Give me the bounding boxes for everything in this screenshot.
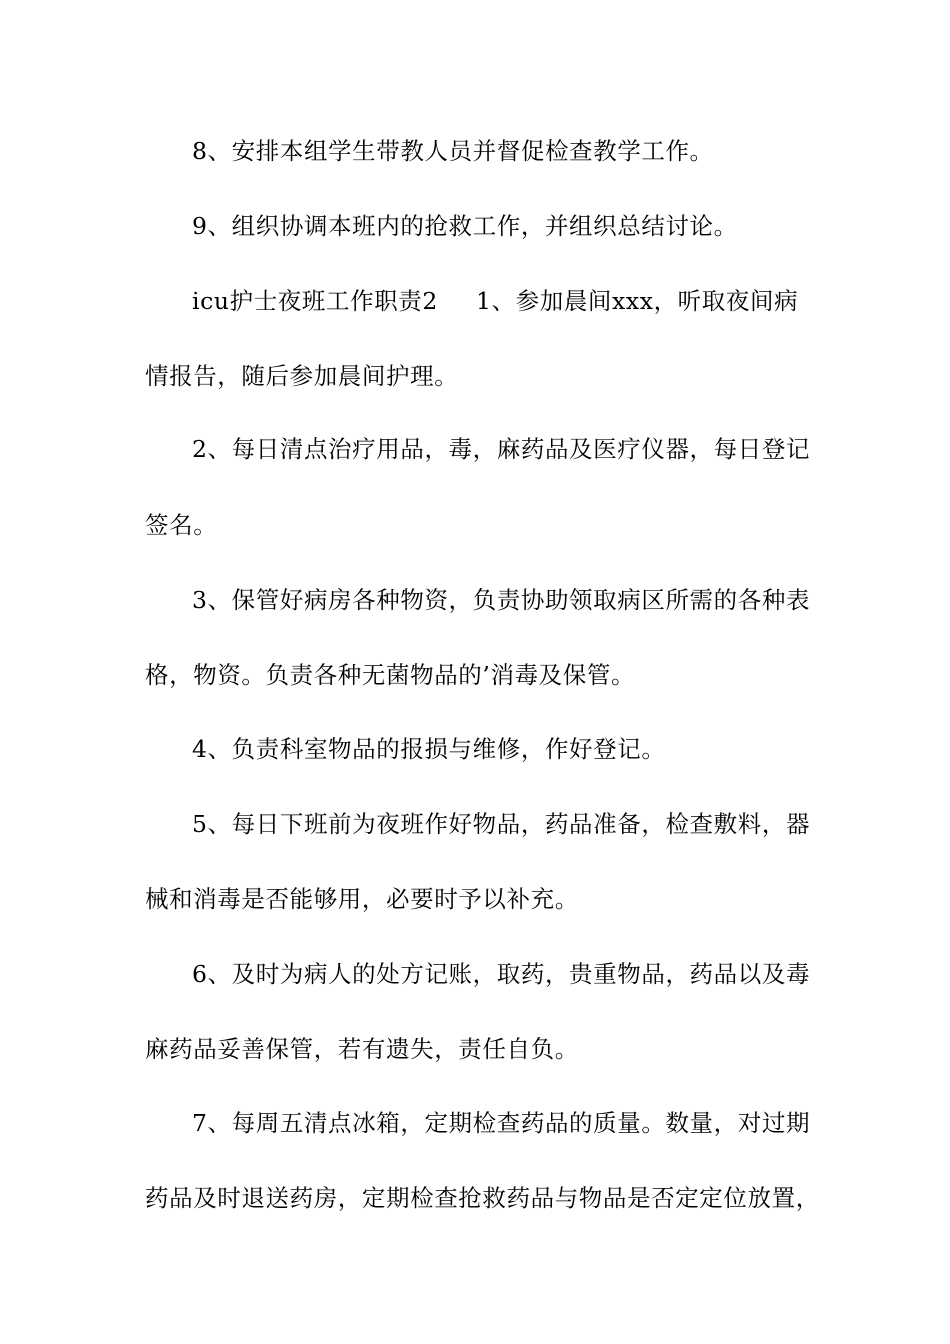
paragraph-line: 情报告，随后参加晨间护理。 <box>145 362 459 390</box>
paragraph-line: 7、每周五清点冰箱，定期检查药品的质量。数量，对过期 <box>192 1109 811 1137</box>
section-first-item: 1、参加晨间xxx，听取夜间病 <box>475 287 799 315</box>
paragraph-line: 6、及时为病人的处方记账，取药，贵重物品，药品以及毒 <box>192 960 811 988</box>
paragraph-line: 8、安排本组学生带教人员并督促检查教学工作。 <box>192 137 714 165</box>
paragraph-line: 2、每日清点治疗用品，毒，麻药品及医疗仪器，每日登记 <box>192 435 811 463</box>
paragraph-line: 5、每日下班前为夜班作好物品，药品准备，检查敷料，器 <box>192 810 811 838</box>
section-title: icu护士夜班工作职责2 <box>192 287 438 315</box>
paragraph-line: 4、负责科室物品的报损与维修，作好登记。 <box>192 735 666 763</box>
paragraph-line: 麻药品妥善保管，若有遗失，责任自负。 <box>145 1035 579 1063</box>
paragraph-line: 签名。 <box>145 511 218 539</box>
paragraph-line: 3、保管好病房各种物资，负责协助领取病区所需的各种表 <box>192 586 811 614</box>
section-heading-line <box>192 281 810 321</box>
paragraph-line: 格，物资。负责各种无菌物品的’消毒及保管。 <box>145 661 636 689</box>
paragraph-line: 械和消毒是否能够用，必要时予以补充。 <box>145 885 579 913</box>
paragraph-line: 9、组织协调本班内的抢救工作，并组织总结讨论。 <box>192 212 738 240</box>
paragraph-line: 药品及时退送药房，定期检查抢救药品与物品是否定定位放置， <box>145 1184 820 1212</box>
